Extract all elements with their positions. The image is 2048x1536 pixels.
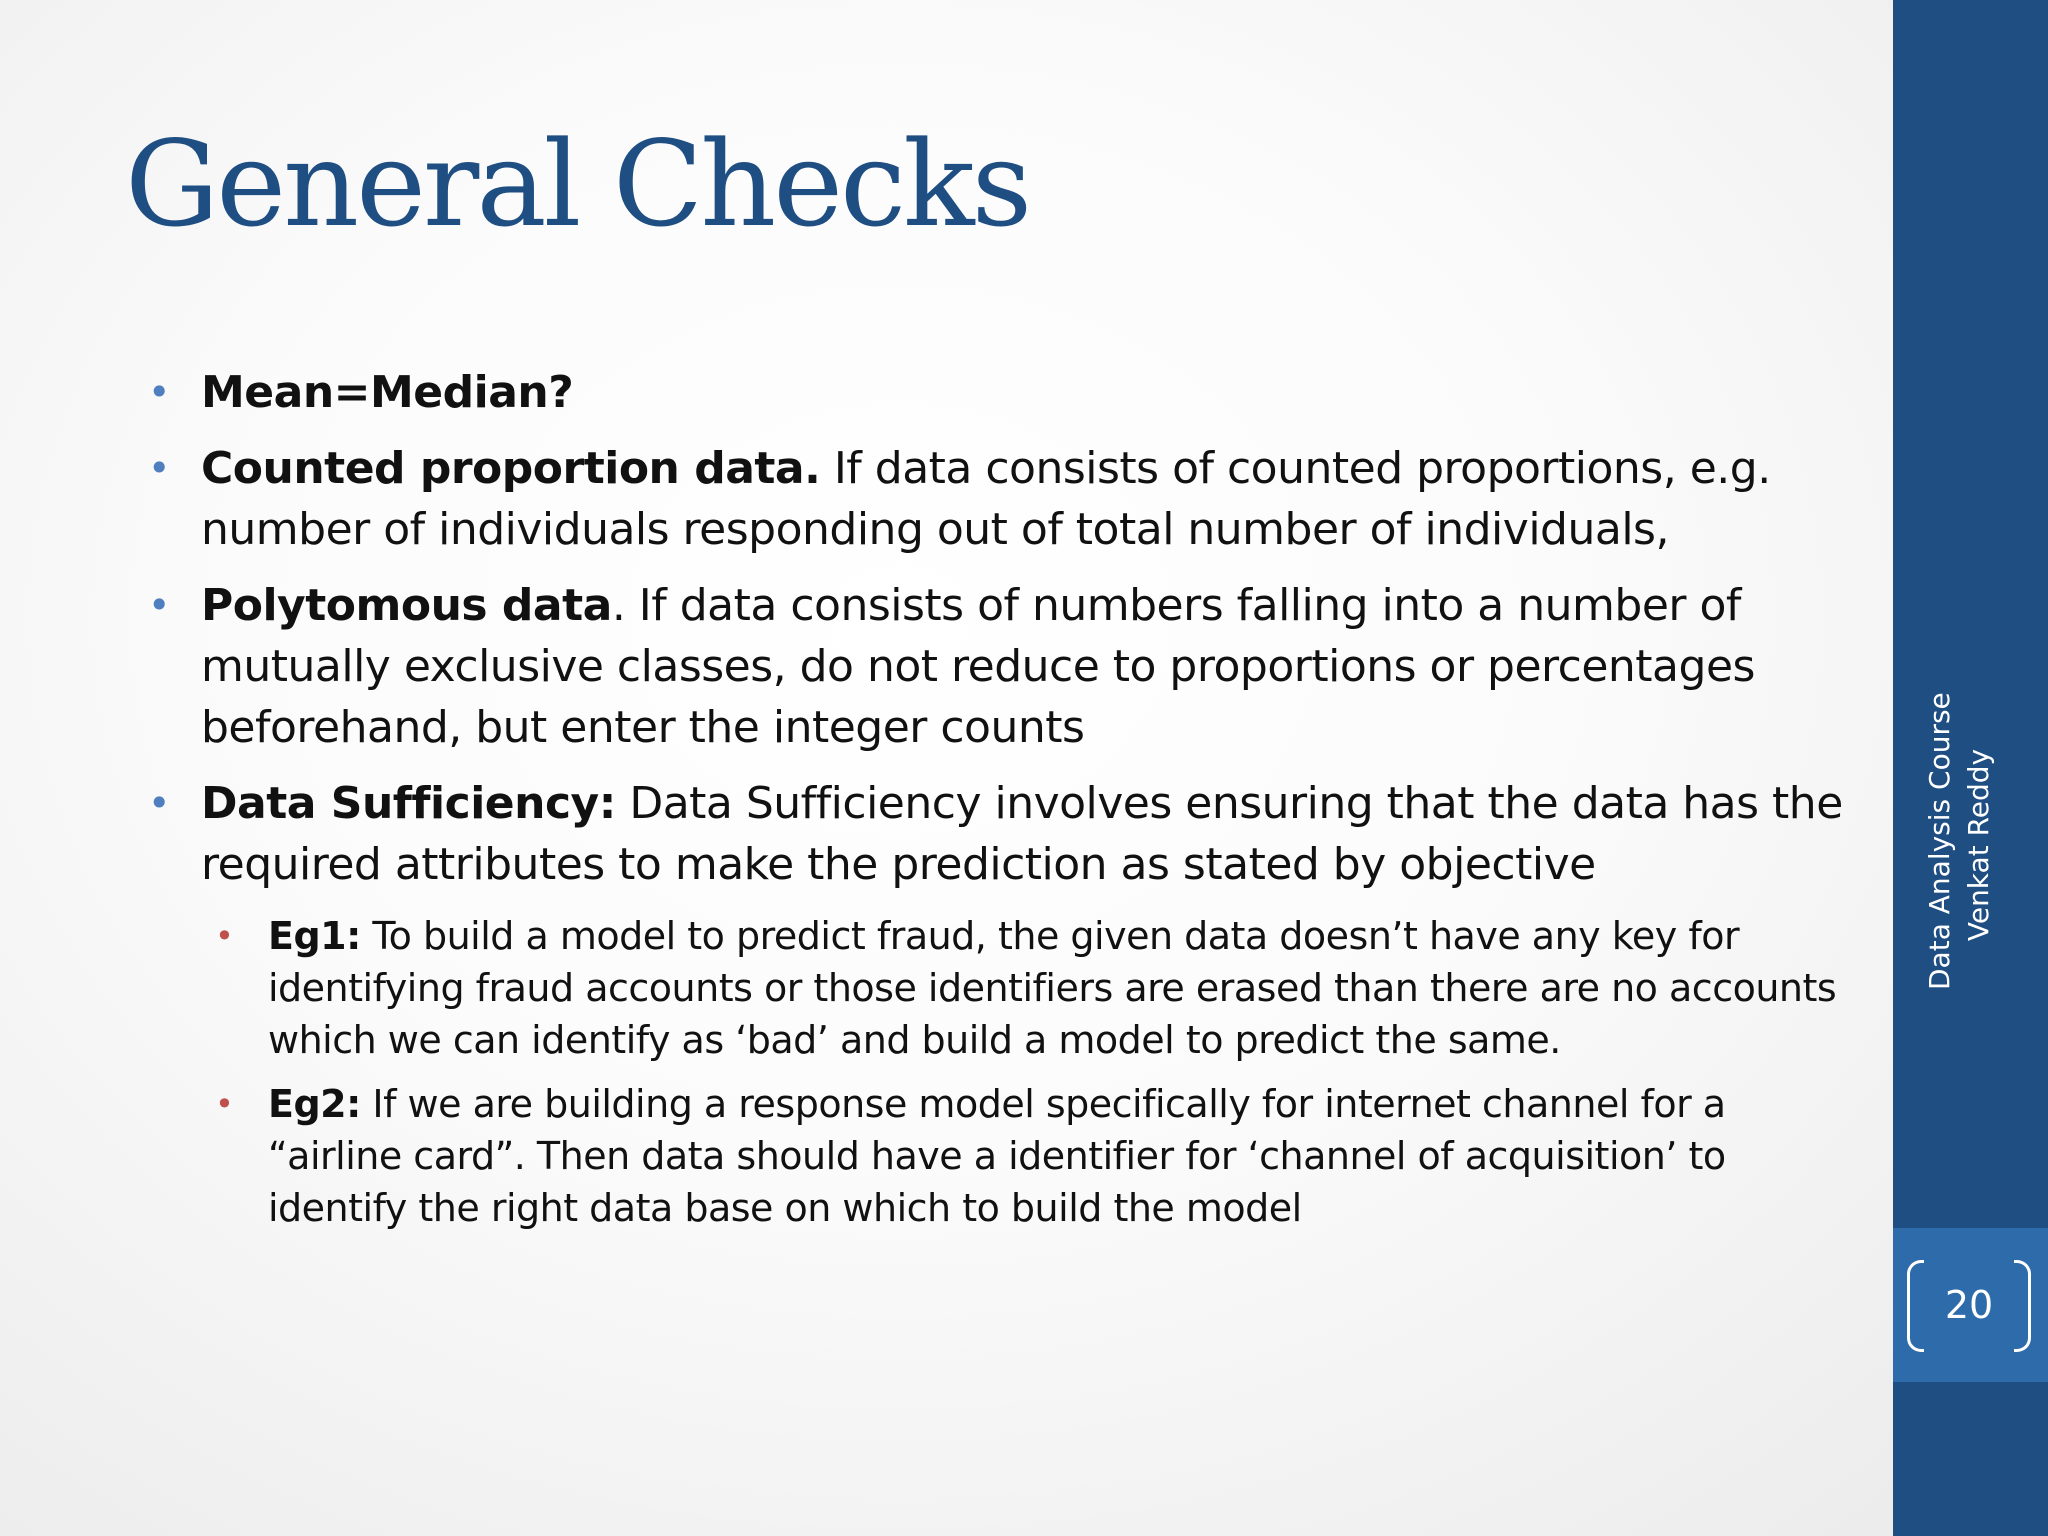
bullet-item	[140, 575, 1860, 758]
sub-bullet-icon: •	[215, 1085, 234, 1123]
bullet-icon: •	[148, 781, 170, 825]
sub-bullet-item	[140, 1078, 1860, 1234]
sub-bullet-item	[140, 910, 1860, 1066]
footer-text	[1920, 692, 1998, 990]
bullet-text: Data Sufficiency involves ensuring that the data has the required attributes to make the prediction as stated by objective	[201, 778, 1843, 890]
bullet-lead: Counted proportion data.	[201, 443, 821, 494]
slide-title: General Checks	[125, 115, 1030, 253]
sub-bullet-lead: Eg1:	[268, 914, 361, 958]
bullet-icon: •	[148, 370, 170, 414]
bullet-icon: •	[148, 583, 170, 627]
page-number: 20	[1944, 1283, 1994, 1327]
sub-bullet-text: To build a model to predict fraud, the given data doesn’t have any key for identifying fraud accounts or those identifiers are erased than there are no accounts which we can identify as ‘bad’ and build a model to predict the same.	[268, 914, 1837, 1062]
footer-author: Venkat Reddy	[1962, 748, 1995, 942]
bullet-item	[140, 362, 1860, 423]
sub-bullet-lead: Eg2:	[268, 1082, 361, 1126]
bullet-item	[140, 773, 1860, 895]
bullet-icon: •	[148, 446, 170, 490]
sub-bullet-text: If we are building a response model specifically for internet channel for a “airline card”. Then data should have a identifier for ‘channel of acquisition’ to identify the right data base on which to build the model	[268, 1082, 1726, 1230]
bullet-text: If data consists of counted proportions, e.g. number of individuals responding out of total number of individuals,	[201, 443, 1771, 555]
bullet-lead: Mean=Median?	[201, 367, 574, 418]
bullet-lead: Data Sufficiency:	[201, 778, 616, 829]
bullet-text: . If data consists of numbers falling into a number of mutually exclusive classes, do not reduce to proportions or percentages beforehand, but enter the integer counts	[201, 580, 1755, 753]
page-number-frame	[1907, 1260, 2031, 1350]
page-number-band	[1893, 1228, 2048, 1382]
sub-bullet-icon: •	[215, 917, 234, 955]
bullet-item	[140, 438, 1860, 560]
bullet-lead: Polytomous data	[201, 580, 612, 631]
footer-course: Data Analysis Course	[1923, 692, 1956, 990]
slide-content	[140, 362, 1860, 1246]
